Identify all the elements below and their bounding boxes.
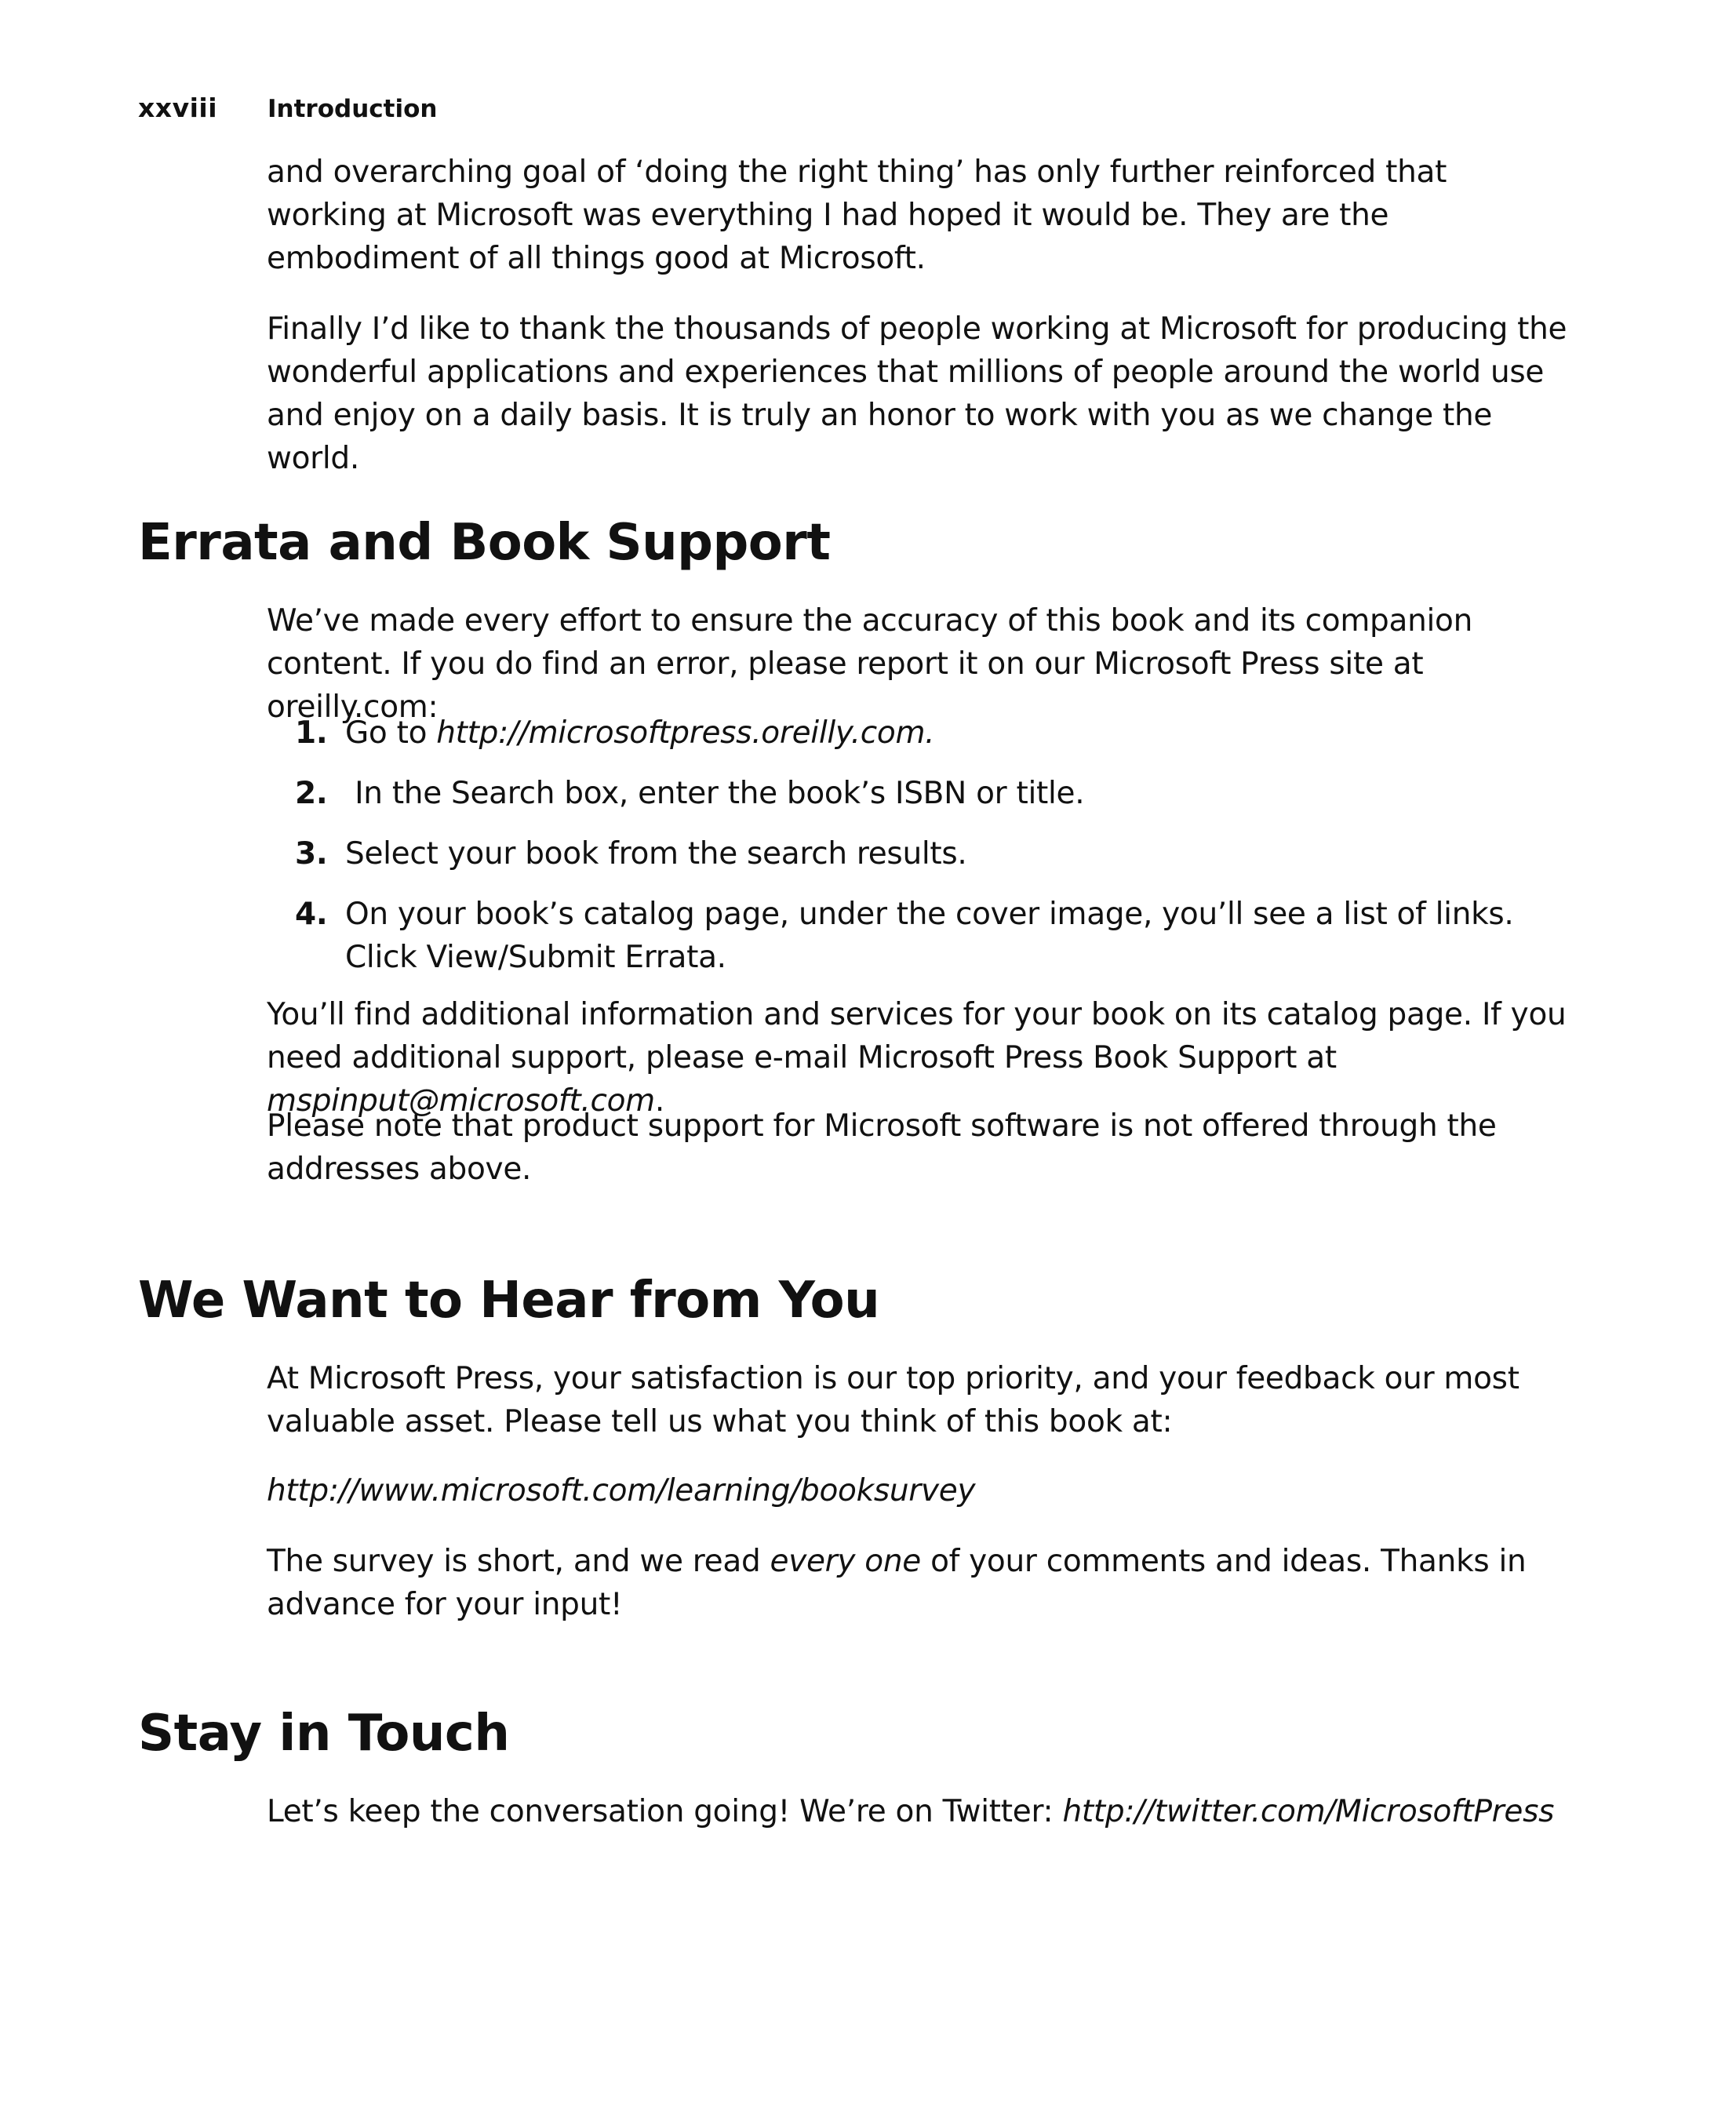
running-header <box>138 93 437 132</box>
list-item <box>295 893 1550 979</box>
step-text: In the Search box, enter the book’s ISBN or title. <box>345 776 1085 811</box>
feedback-intro: At Microsoft Press, your satisfaction is our top priority, and your feedback our most valuable asset. Please tell us what you think of this book at: <box>267 1361 1519 1439</box>
intro-paragraph-1: and overarching goal of ‘doing the right thing’ has only further reinforced that working at Microsoft was everything I had hoped it would be. They are the embodiment of all things good at Microsoft. <box>267 155 1447 276</box>
step-text-continued: Click View/Submit Errata. <box>345 940 726 975</box>
errata-intro: We’ve made every effort to ensure the accuracy of this book and its companion content. If you do find an error, please report it on our Microsoft Press site at oreilly.com: <box>267 603 1473 725</box>
stay-in-touch-paragraph: Let’s keep the conversation going! We’re on Twitter: http://twitter.com/MicrosoftPress <box>267 1794 1555 1829</box>
survey-link[interactable]: http://www.microsoft.com/learning/booksurvey <box>267 1473 976 1508</box>
survey-url-paragraph <box>267 1469 1569 1512</box>
errata-heading: Errata and Book Support <box>138 514 831 572</box>
step-number: 3. <box>295 836 328 872</box>
press-site-link[interactable]: http://microsoftpress.oreilly.com. <box>436 715 935 751</box>
list-item <box>295 772 1550 815</box>
list-item <box>295 711 1550 755</box>
running-title: Introduction <box>267 95 438 123</box>
stay-in-touch-heading: Stay in Touch <box>138 1705 510 1763</box>
intro-paragraph-2: Finally I’d like to thank the thousands of people working at Microsoft for producing the wonderful applications and experiences that millions of people around the world use and enjoy on a daily basis. It is truly an honor to work with you as we change the world. <box>267 311 1567 476</box>
step-number: 4. <box>295 897 328 932</box>
support-email-link[interactable]: mspinput@microsoft.com <box>267 1083 655 1119</box>
survey-paragraph: The survey is short, and we read every one of your comments and ideas. Thanks in advance for your input! <box>267 1544 1527 1622</box>
feedback-heading: We Want to Hear from You <box>138 1272 880 1330</box>
errata-note: Please note that product support for Microsoft software is not offered through the addresses above. <box>267 1108 1497 1187</box>
twitter-link[interactable]: http://twitter.com/MicrosoftPress <box>1062 1794 1555 1829</box>
step-number: 2. <box>295 776 328 811</box>
page-number: xxviii <box>138 93 218 123</box>
step-number: 1. <box>295 715 328 751</box>
errata-additional-info: You’ll find additional information and services for your book on its catalog page. If you need additional support, please e-mail Microsoft Press Book Support at mspinput@microsoft.com. <box>267 997 1567 1119</box>
list-item <box>295 832 1550 875</box>
step-text: Select your book from the search results. <box>345 836 967 872</box>
survey-emphasis: every one <box>770 1544 921 1579</box>
step-text: Go to <box>345 715 437 751</box>
step-text: On your book’s catalog page, under the cover image, you’ll see a list of links. <box>345 897 1514 932</box>
